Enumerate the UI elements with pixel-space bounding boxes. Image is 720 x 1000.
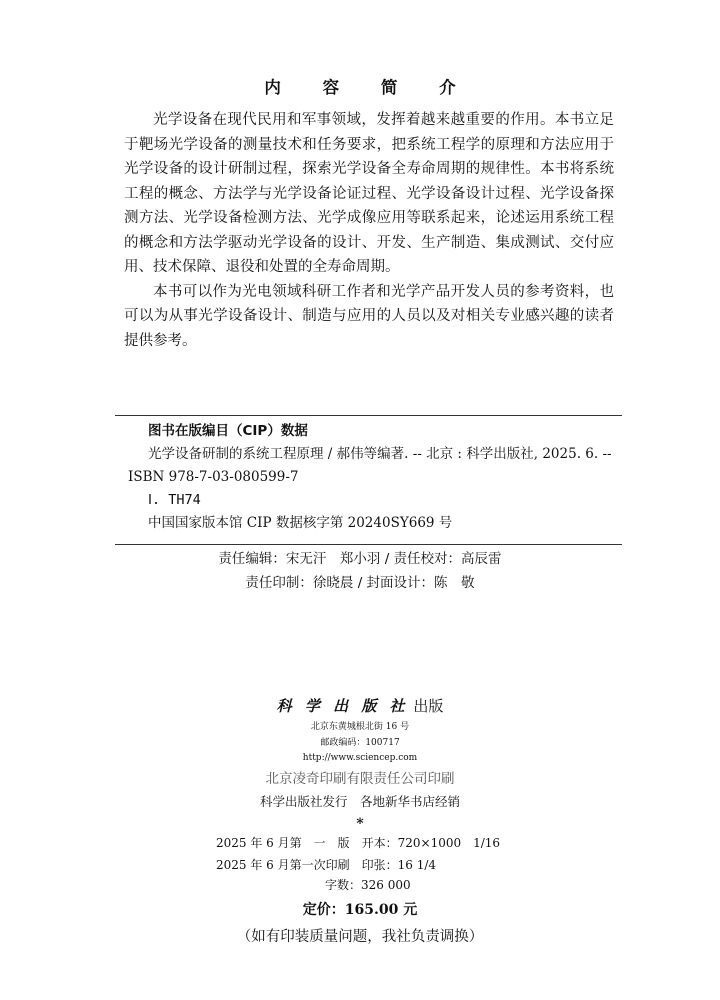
cip-verification-number: 中国国家版本馆 CIP 数据核字第 20240SY669 号 (148, 515, 453, 531)
quality-note: （如有印装质量问题，我社负责调换） (236, 929, 484, 945)
cip-bottom-divider (115, 544, 622, 545)
summary-paragraph-2: 本书可以作为光电领域科研工作者和光学产品开发人员的参考资料，也可以为从事光学设备设计、制造与应用的人员以及对相关专业感兴趣的读者提供参考。 (124, 283, 614, 349)
summary-paragraph-1: 光学设备在现代民用和军事领域，发挥着越来越重要的作用。本书立足于靶场光学设备的测量技术和任务要求，把系统工程学的原理和方法应用于光学设备的设计研制过程，探索光学设备全寿命周期的规律性。本书将系统工程的概念、方法学与光学设备论证过程、光学设备设计过程、光学设备探测方法、光学设备检测方法、光学成像应用等联系起来，论述运用系统工程的概念和方法学驱动光学设备的设计、开发、生产制造、集成测试、交付应用、技术保障、退役和处置的全寿命周期。 (124, 112, 614, 275)
production-credits: 责任印制：徐晓晨 / 封面设计：陈 敬 (245, 575, 475, 591)
publisher-postcode: 邮政编码：100717 (320, 738, 400, 748)
publisher-name: 科 学 出 版 社 (276, 697, 409, 715)
distribution-info: 科学出版社发行 各地新华书店经销 (259, 794, 460, 809)
editor-credits: 责任编辑：宋无汗 郑小羽 / 责任校对：高辰雷 (218, 551, 502, 567)
page-title: 内 容 简 介 (264, 78, 474, 97)
publisher-line (0, 695, 720, 716)
publisher-suffix: 出版 (413, 697, 444, 715)
cip-description: 光学设备研制的系统工程原理 / 郝伟等编著. -- 北京 : 科学出版社, 2025. 6. -- ISBN 978-7-03-080599-7 (128, 446, 612, 485)
cip-heading: 图书在版编目（CIP）数据 (148, 423, 308, 439)
publisher-website: http://www.sciencep.com (302, 753, 418, 763)
publisher-address: 北京东黄城根北街 16 号 (310, 722, 410, 732)
section-separator: * (356, 816, 364, 832)
word-count: 字数：326 000 (325, 878, 411, 892)
print-info: 2025 年 6 月第一次印刷 印张：16 1/4 (216, 858, 437, 872)
price: 定价：165.00 元 (302, 902, 418, 918)
printer-info: 北京凌奇印刷有限责任公司印刷 (265, 771, 455, 787)
cip-classification: Ⅰ. TH74 (148, 492, 201, 508)
cip-top-divider (115, 415, 622, 416)
cip-data-block (128, 420, 618, 535)
edition-info: 2025 年 6 月第 一 版 开本：720×1000 1/16 (216, 836, 501, 850)
content-summary (124, 108, 614, 353)
